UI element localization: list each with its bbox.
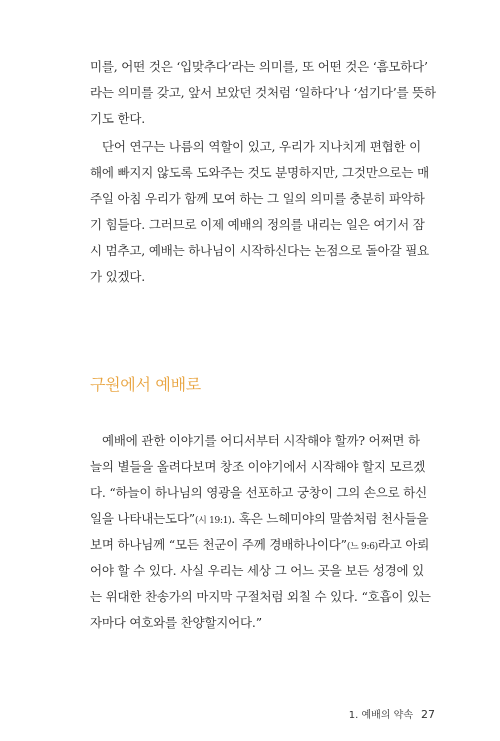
paragraph-line [90,511,457,529]
paragraph-line: 예배에 관한 이야기를 어디서부터 시작해야 할까? 어쩌면 하 [102,433,420,448]
text-run: 일을 나타내는도다” [90,511,195,526]
paragraph-line: 단어 연구는 나름의 역할이 있고, 우리가 지나치게 편협한 이 [102,139,421,154]
scripture-reference: (느 9:6) [346,542,378,552]
scripture-reference: (시 19:1) [194,516,232,526]
paragraph-line [90,537,457,555]
section-heading: 구원에서 예배로 [90,375,201,394]
paragraph-line: 미를, 어떤 것은 ‘입맞추다’라는 의미를, 또 어떤 것은 ‘흠모하다’ [90,59,428,74]
text-run: . 혹은 느헤미야의 말씀처럼 천사들을 [231,511,429,526]
paragraph-line: 해에 빠지지 않도록 도와주는 것도 분명하지만, 그것만으로는 매 [90,165,429,180]
paragraph-line: 라는 의미를 갖고, 앞서 보았던 것처럼 ‘일하다’나 ‘섬기다’를 뜻하 [90,85,436,100]
paragraph-line: 자마다 여호와를 찬양할지어다.” [90,615,262,630]
paragraph-line: 시 멈추고, 예배는 하나님이 시작하신다는 논점으로 돌아갈 필요 [90,243,429,258]
paragraph-line: 가 있겠다. [90,269,146,284]
text-run: 보며 하나님께 “모든 천군이 주께 경배하나이다” [90,537,347,552]
paragraph-line: 기 힘들다. 그러므로 이제 예배의 정의를 내리는 일은 여기서 잠 [90,217,425,232]
paragraph-line: 다. “하늘이 하나님의 영광을 선포하고 궁창이 그의 손으로 하신 [90,485,428,500]
paragraph-line: 늘의 별들을 올려다보며 창조 이야기에서 시작해야 할지 모르겠 [90,459,426,474]
paragraph-line: 는 위대한 찬송가의 마지막 구절처럼 외칠 수 있다. “호흡이 있는 [90,589,431,604]
text-run: 라고 아뢰 [377,537,430,552]
page-number: 27 [421,708,435,721]
chapter-title: 1. 예배의 약속 [348,710,413,721]
paragraph-line: 기도 한다. [90,111,146,126]
paragraph-line: 어야 할 수 있다. 사실 우리는 세상 그 어느 곳을 보든 성경에 있 [90,563,425,578]
paragraph-line: 주일 아침 우리가 함께 모여 하는 그 일의 의미를 충분히 파악하 [90,191,425,206]
page-footer [349,706,435,721]
